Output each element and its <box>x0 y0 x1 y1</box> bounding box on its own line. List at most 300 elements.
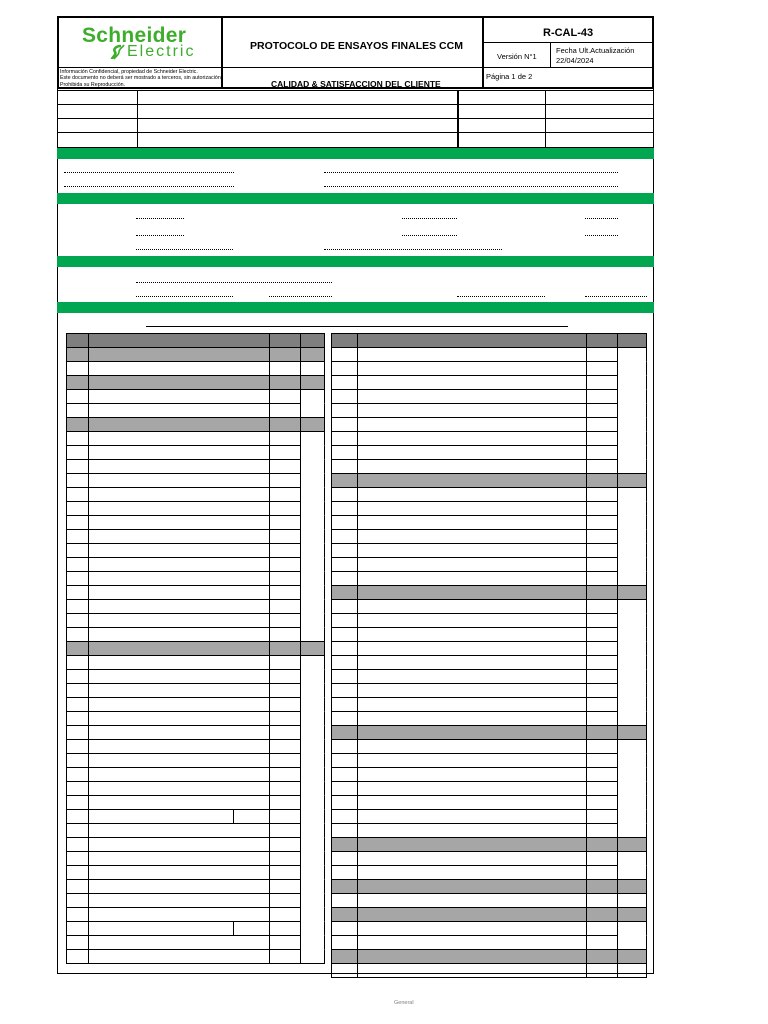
table-cell <box>331 599 358 614</box>
table-cell <box>617 515 647 530</box>
table-cell <box>586 445 618 460</box>
table-cell <box>269 613 301 628</box>
table-cell <box>269 655 301 670</box>
table-cell <box>586 781 618 796</box>
table-cell <box>300 739 325 754</box>
table-cell <box>66 921 89 936</box>
table-cell <box>269 837 301 852</box>
table-cell <box>617 529 647 544</box>
table-cell <box>88 935 270 950</box>
table-cell <box>300 459 325 474</box>
section-band <box>57 193 654 204</box>
table-cell <box>586 347 618 362</box>
table-cell <box>88 529 270 544</box>
table-cell <box>586 543 618 558</box>
table-cell <box>300 445 325 460</box>
table-cell <box>617 585 647 600</box>
table-cell <box>331 809 358 824</box>
table-cell <box>331 613 358 628</box>
table-cell <box>586 865 618 880</box>
table-cell <box>586 585 618 600</box>
table-cell <box>269 739 301 754</box>
table-cell <box>269 417 301 432</box>
table-cell <box>66 585 89 600</box>
table-cell <box>357 963 587 978</box>
table-cell <box>331 935 358 950</box>
table-cell <box>617 753 647 768</box>
table-cell <box>300 473 325 488</box>
table-cell <box>300 683 325 698</box>
table-cell <box>617 879 647 894</box>
table-cell <box>357 585 587 600</box>
table-cell <box>617 837 647 852</box>
table-cell <box>88 431 270 446</box>
table-cell <box>88 487 270 502</box>
schneider-logo-icon <box>110 44 126 60</box>
table-cell <box>269 557 301 572</box>
table-cell <box>617 571 647 586</box>
table-cell <box>88 851 270 866</box>
table-cell <box>331 459 358 474</box>
table-cell <box>269 403 301 418</box>
section-band <box>57 302 654 313</box>
header-divider <box>221 67 654 68</box>
table-cell <box>300 921 325 936</box>
table-cell <box>300 487 325 502</box>
table-cell <box>357 879 587 894</box>
header-divider <box>57 67 223 68</box>
table-cell <box>66 683 89 698</box>
update-date-value: 22/04/2024 <box>556 56 594 65</box>
table-cell <box>331 711 358 726</box>
table-cell <box>617 697 647 712</box>
table-cell <box>88 921 270 936</box>
confidential-note: Información Confidencial, propiedad de Schneider Electric. Este documento no deberá ser mostrado a terceros, sin autorización. Prohibida su Reproducción. <box>60 69 223 88</box>
table-cell <box>617 739 647 754</box>
table-cell <box>586 907 618 922</box>
fill-line <box>136 235 184 236</box>
document-title: PROTOCOLO DE ENSAYOS FINALES CCM <box>250 40 463 52</box>
table-cell <box>300 767 325 782</box>
section-band <box>57 256 654 267</box>
table-cell <box>586 683 618 698</box>
table-cell <box>617 487 647 502</box>
table-cell <box>357 389 587 404</box>
table-cell <box>617 501 647 516</box>
table-cell <box>617 333 647 348</box>
table-cell <box>66 501 89 516</box>
table-cell <box>269 711 301 726</box>
table-cell <box>357 571 587 586</box>
table-cell <box>66 655 89 670</box>
table-cell <box>66 487 89 502</box>
table-cell <box>269 529 301 544</box>
table-cell <box>269 767 301 782</box>
table-cell <box>88 473 270 488</box>
table-cell <box>66 851 89 866</box>
fill-line <box>64 172 234 173</box>
document-code: R-CAL-43 <box>543 27 594 39</box>
table-cell <box>88 795 270 810</box>
table-cell <box>66 865 89 880</box>
table-cell <box>66 753 89 768</box>
table-cell <box>66 543 89 558</box>
header-divider <box>482 16 484 89</box>
table-cell <box>300 725 325 740</box>
table-cell <box>586 669 618 684</box>
table-cell <box>66 739 89 754</box>
table-cell <box>66 767 89 782</box>
table-cell <box>586 599 618 614</box>
table-cell <box>586 361 618 376</box>
table-cell <box>586 711 618 726</box>
cell-divider <box>233 921 234 935</box>
table-cell <box>88 543 270 558</box>
table-cell <box>617 641 647 656</box>
table-cell <box>269 375 301 390</box>
fill-line <box>324 186 618 187</box>
table-cell <box>300 571 325 586</box>
table-cell <box>300 823 325 838</box>
table-cell <box>300 781 325 796</box>
document-version: Versión N°1 <box>497 52 537 61</box>
table-cell <box>331 739 358 754</box>
table-cell <box>331 641 358 656</box>
table-cell <box>88 753 270 768</box>
classification-label: General <box>394 1000 414 1006</box>
fill-line <box>269 296 332 297</box>
table-cell <box>586 963 618 978</box>
table-cell <box>88 711 270 726</box>
table-cell <box>88 627 270 642</box>
table-cell <box>88 417 270 432</box>
table-cell <box>66 795 89 810</box>
table-cell <box>88 585 270 600</box>
table-cell <box>617 781 647 796</box>
table-cell <box>300 949 325 964</box>
table-cell <box>617 767 647 782</box>
table-cell <box>331 431 358 446</box>
table-cell <box>617 473 647 488</box>
table-cell <box>66 725 89 740</box>
table-cell <box>617 403 647 418</box>
info-col-line <box>137 90 138 148</box>
table-cell <box>357 627 587 642</box>
table-cell <box>357 669 587 684</box>
table-cell <box>357 529 587 544</box>
table-cell <box>88 613 270 628</box>
table-cell <box>617 963 647 978</box>
table-cell <box>269 823 301 838</box>
table-cell <box>331 907 358 922</box>
table-cell <box>269 697 301 712</box>
table-cell <box>269 627 301 642</box>
table-cell <box>269 361 301 376</box>
table-cell <box>66 599 89 614</box>
table-cell <box>66 893 89 908</box>
table-cell <box>88 865 270 880</box>
table-cell <box>617 389 647 404</box>
table-cell <box>300 809 325 824</box>
info-row-line <box>57 132 654 133</box>
table-cell <box>357 823 587 838</box>
page-number: Página 1 de 2 <box>486 72 533 81</box>
table-cell <box>357 403 587 418</box>
table-cell <box>331 389 358 404</box>
table-cell <box>331 375 358 390</box>
table-cell <box>357 515 587 530</box>
header-divider <box>550 42 551 67</box>
table-cell <box>269 893 301 908</box>
table-cell <box>357 837 587 852</box>
table-cell <box>617 711 647 726</box>
table-cell <box>586 389 618 404</box>
table-cell <box>586 753 618 768</box>
table-cell <box>357 921 587 936</box>
table-cell <box>586 333 618 348</box>
table-cell <box>331 655 358 670</box>
table-cell <box>331 529 358 544</box>
table-cell <box>617 683 647 698</box>
table-cell <box>300 403 325 418</box>
table-cell <box>331 571 358 586</box>
section-band <box>57 148 654 159</box>
table-cell <box>66 403 89 418</box>
table-cell <box>88 823 270 838</box>
table-cell <box>269 389 301 404</box>
table-cell <box>269 949 301 964</box>
table-cell <box>88 445 270 460</box>
table-cell <box>357 711 587 726</box>
info-row-line <box>57 118 654 119</box>
table-cell <box>300 907 325 922</box>
table-cell <box>586 837 618 852</box>
table-cell <box>357 333 587 348</box>
table-cell <box>617 627 647 642</box>
fill-line <box>585 235 618 236</box>
table-cell <box>88 879 270 894</box>
table-cell <box>586 375 618 390</box>
table-cell <box>88 599 270 614</box>
logo-schneider: Schneider <box>82 24 187 47</box>
table-cell <box>269 445 301 460</box>
table-cell <box>617 907 647 922</box>
table-cell <box>357 893 587 908</box>
table-cell <box>300 795 325 810</box>
table-cell <box>331 445 358 460</box>
table-cell <box>269 683 301 698</box>
table-cell <box>617 865 647 880</box>
table-cell <box>331 543 358 558</box>
table-cell <box>269 669 301 684</box>
table-cell <box>300 935 325 950</box>
table-cell <box>66 389 89 404</box>
table-cell <box>88 949 270 964</box>
table-cell <box>300 753 325 768</box>
table-cell <box>300 711 325 726</box>
table-cell <box>269 599 301 614</box>
table-cell <box>269 585 301 600</box>
table-cell <box>357 865 587 880</box>
table-cell <box>586 627 618 642</box>
table-cell <box>66 333 89 348</box>
table-cell <box>88 655 270 670</box>
table-cell <box>357 459 587 474</box>
table-cell <box>331 697 358 712</box>
table-cell <box>269 851 301 866</box>
fill-line <box>324 172 618 173</box>
table-cell <box>66 375 89 390</box>
table-cell <box>300 347 325 362</box>
table-cell <box>88 767 270 782</box>
info-table <box>57 90 654 148</box>
fill-line <box>324 249 502 250</box>
table-cell <box>357 431 587 446</box>
table-cell <box>357 949 587 964</box>
table-cell <box>357 907 587 922</box>
table-cell <box>331 795 358 810</box>
table-cell <box>357 487 587 502</box>
table-cell <box>66 935 89 950</box>
fill-line <box>457 296 545 297</box>
table-cell <box>586 949 618 964</box>
table-cell <box>357 361 587 376</box>
table-cell <box>586 893 618 908</box>
table-cell <box>300 515 325 530</box>
table-cell <box>586 823 618 838</box>
table-cell <box>586 697 618 712</box>
table-cell <box>617 655 647 670</box>
table-cell <box>617 431 647 446</box>
fill-line <box>402 218 457 219</box>
fill-line <box>136 282 332 283</box>
fill-line <box>64 186 234 187</box>
table-cell <box>617 459 647 474</box>
table-cell <box>331 361 358 376</box>
fill-line <box>136 296 233 297</box>
table-cell <box>66 515 89 530</box>
table-cell <box>66 459 89 474</box>
table-cell <box>300 865 325 880</box>
table-cell <box>269 725 301 740</box>
table-cell <box>331 767 358 782</box>
table-cell <box>269 865 301 880</box>
table-cell <box>300 431 325 446</box>
table-cell <box>357 445 587 460</box>
table-cell <box>88 809 270 824</box>
table-cell <box>617 543 647 558</box>
table-cell <box>269 431 301 446</box>
table-cell <box>331 473 358 488</box>
table-cell <box>300 613 325 628</box>
table-cell <box>331 865 358 880</box>
table-cell <box>586 473 618 488</box>
table-cell <box>300 837 325 852</box>
table-cell <box>300 543 325 558</box>
table-cell <box>586 809 618 824</box>
table-cell <box>66 571 89 586</box>
table-cell <box>331 781 358 796</box>
table-cell <box>331 963 358 978</box>
table-cell <box>357 725 587 740</box>
table-cell <box>617 417 647 432</box>
header-divider <box>482 42 654 43</box>
table-cell <box>66 445 89 460</box>
table-cell <box>357 599 587 614</box>
table-cell <box>357 795 587 810</box>
table-cell <box>269 809 301 824</box>
table-cell <box>269 459 301 474</box>
table-cell <box>357 473 587 488</box>
table-cell <box>300 893 325 908</box>
table-cell <box>269 641 301 656</box>
table-cell <box>66 697 89 712</box>
table-cell <box>331 585 358 600</box>
info-col-line <box>545 90 546 148</box>
table-cell <box>586 515 618 530</box>
table-cell <box>357 767 587 782</box>
table-cell <box>586 557 618 572</box>
table-cell <box>300 501 325 516</box>
table-cell <box>269 753 301 768</box>
table-cell <box>66 907 89 922</box>
table-cell <box>331 921 358 936</box>
table-cell <box>88 725 270 740</box>
table-cell <box>586 879 618 894</box>
table-cell <box>331 879 358 894</box>
table-cell <box>269 347 301 362</box>
table-cell <box>357 347 587 362</box>
table-cell <box>66 613 89 628</box>
fill-line <box>585 296 647 297</box>
table-cell <box>617 935 647 950</box>
table-cell <box>66 823 89 838</box>
info-col-line <box>457 90 459 148</box>
table-cell <box>617 893 647 908</box>
table-cell <box>617 795 647 810</box>
table-cell <box>617 557 647 572</box>
table-cell <box>66 949 89 964</box>
table-cell <box>300 389 325 404</box>
table-cell <box>88 781 270 796</box>
table-cell <box>586 921 618 936</box>
table-cell <box>269 907 301 922</box>
document-subtitle: CALIDAD & SATISFACCION DEL CLIENTE <box>271 79 441 89</box>
table-cell <box>331 893 358 908</box>
table-cell <box>66 711 89 726</box>
table-cell <box>586 655 618 670</box>
table-cell <box>66 417 89 432</box>
table-cell <box>586 935 618 950</box>
table-cell <box>66 641 89 656</box>
table-cell <box>331 557 358 572</box>
table-cell <box>617 851 647 866</box>
table-cell <box>586 571 618 586</box>
table-cell <box>357 753 587 768</box>
table-cell <box>269 515 301 530</box>
table-cell <box>300 627 325 642</box>
table-cell <box>300 417 325 432</box>
table-cell <box>617 599 647 614</box>
table-cell <box>331 487 358 502</box>
table-cell <box>617 613 647 628</box>
table-cell <box>66 627 89 642</box>
table-cell <box>331 683 358 698</box>
table-cell <box>300 557 325 572</box>
table-cell <box>586 767 618 782</box>
table-cell <box>331 501 358 516</box>
table-cell <box>331 949 358 964</box>
